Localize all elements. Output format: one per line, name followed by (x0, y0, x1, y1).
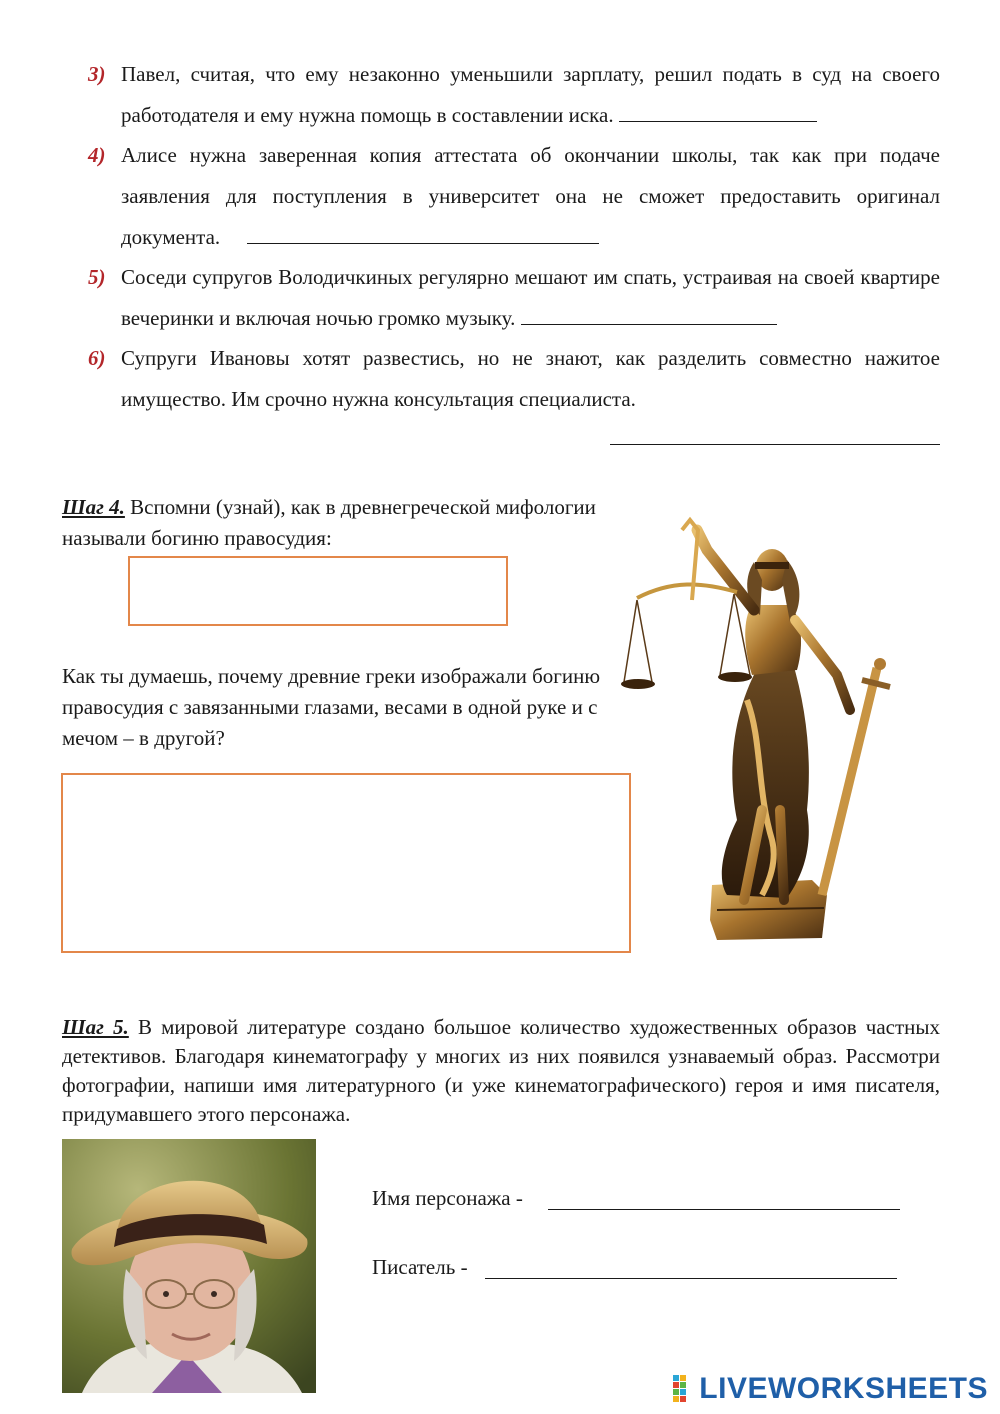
character-label: Имя персонажа - (372, 1186, 523, 1210)
step4-text: Вспомни (узнай), как в древнегреческой мифологии называли богиню правосудия: (62, 495, 596, 550)
themis-statue-svg (612, 510, 897, 940)
step4-question: Как ты думаешь, почему древние греки изображали богиню правосудия с завязанными глазами, весами в одной руке и с мечом – в другой? (62, 664, 601, 750)
task-3-text: Павел, считая, что ему незаконно уменьшили зарплату, решил подать в суд на своего работодателя и ему нужна помощь в составлении иска. (121, 62, 940, 127)
task-text (121, 135, 940, 258)
detective-photo-svg (62, 1139, 316, 1393)
answer-blank-5[interactable] (521, 302, 777, 325)
task-number: 5) (88, 265, 106, 289)
task-number: 3) (88, 62, 106, 86)
task-number: 6) (88, 346, 106, 370)
character-row (372, 1183, 523, 1214)
step5-label: Шаг 5. (62, 1015, 129, 1039)
goddess-name-box[interactable] (128, 556, 508, 626)
task-4-text: Алисе нужна заверенная копия аттестата об окончании школы, так как при подаче заявления для поступления в университет она не сможет предоставить оригинал документа. (121, 143, 940, 249)
task-6-text: Супруги Ивановы хотят развестись, но не знают, как разделить совместно нажитое имущество. Им срочно нужна консультация специалиста. (121, 346, 940, 411)
step5-intro (62, 1013, 940, 1129)
writer-label: Писатель - (372, 1255, 468, 1279)
liveworksheets-logo[interactable] (673, 1372, 988, 1406)
answer-blank-3[interactable] (619, 99, 817, 122)
writer-row (372, 1252, 468, 1283)
explanation-box[interactable] (61, 773, 631, 953)
answer-blank-6[interactable] (610, 444, 940, 445)
answer-blank-4[interactable] (247, 221, 599, 244)
liveworksheets-logo-icon (673, 1375, 699, 1403)
liveworksheets-logo-text: LIVEWORKSHEETS (699, 1372, 988, 1405)
detective-photo (62, 1139, 316, 1393)
writer-name-blank[interactable] (485, 1278, 897, 1279)
step5-text: В мировой литературе создано большое количество художественных образов частных детективов. Благодаря кинематографу у многих из них появился узнаваемый образ. Рассмотри фотографии, напиши имя литературного (и уже кинематографического) героя и имя писателя, придумавшего этого персонажа. (62, 1015, 940, 1126)
task-number: 4) (88, 143, 106, 167)
task-text (121, 257, 940, 339)
themis-statue-image (612, 510, 897, 940)
task-text (121, 54, 940, 136)
step4-intro (62, 492, 682, 554)
task-5-text: Соседи супругов Володичкиных регулярно мешают им спать, устраивая на своей квартире вечеринки и включая ночью громко музыку. (121, 265, 940, 330)
step4-label: Шаг 4. (62, 495, 125, 519)
character-name-blank[interactable] (548, 1209, 900, 1210)
